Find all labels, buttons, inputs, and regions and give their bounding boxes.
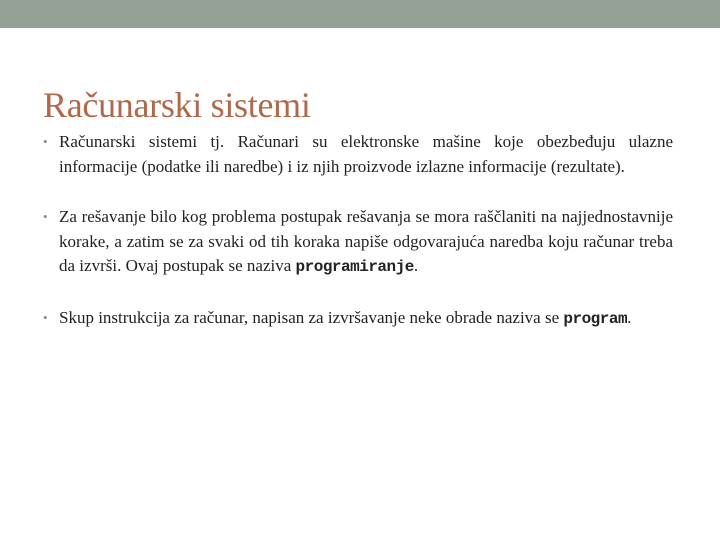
bullet-text: Za rešavanje bilo kog problema postupak rešavanja se mora raščlaniti na najjednostavnije korake, a zatim se za svaki od tih koraka napiše odgovarajuća naredba koju računar treba da izvrši. Ovaj postupak se naziva <box>59 207 673 275</box>
bullet-suffix: . <box>627 307 632 327</box>
bullet-item <box>43 205 673 280</box>
bullet-dot-icon: • <box>43 134 48 149</box>
bullet-item <box>43 306 673 332</box>
bullet-item <box>43 130 673 179</box>
slide-title: Računarski sistemi <box>43 85 311 126</box>
bullet-term: programiranje <box>295 258 414 276</box>
bullet-suffix: . <box>413 256 419 275</box>
bullet-list <box>43 130 673 331</box>
bullet-text: Skup instrukcija za računar, napisan za izvršavanje neke obrade naziva se <box>59 307 564 327</box>
bullet-dot-icon: • <box>43 309 48 325</box>
bullet-text: Računarski sistemi tj. Računari su elektronske mašine koje obezbeđuju ulazne informacije (podatke ili naredbe) i iz njih proizvode izlazne informacije (rezultate). <box>59 132 673 176</box>
bullet-dot-icon: • <box>43 209 48 224</box>
bullet-term: program <box>563 309 628 328</box>
top-band <box>0 0 720 28</box>
